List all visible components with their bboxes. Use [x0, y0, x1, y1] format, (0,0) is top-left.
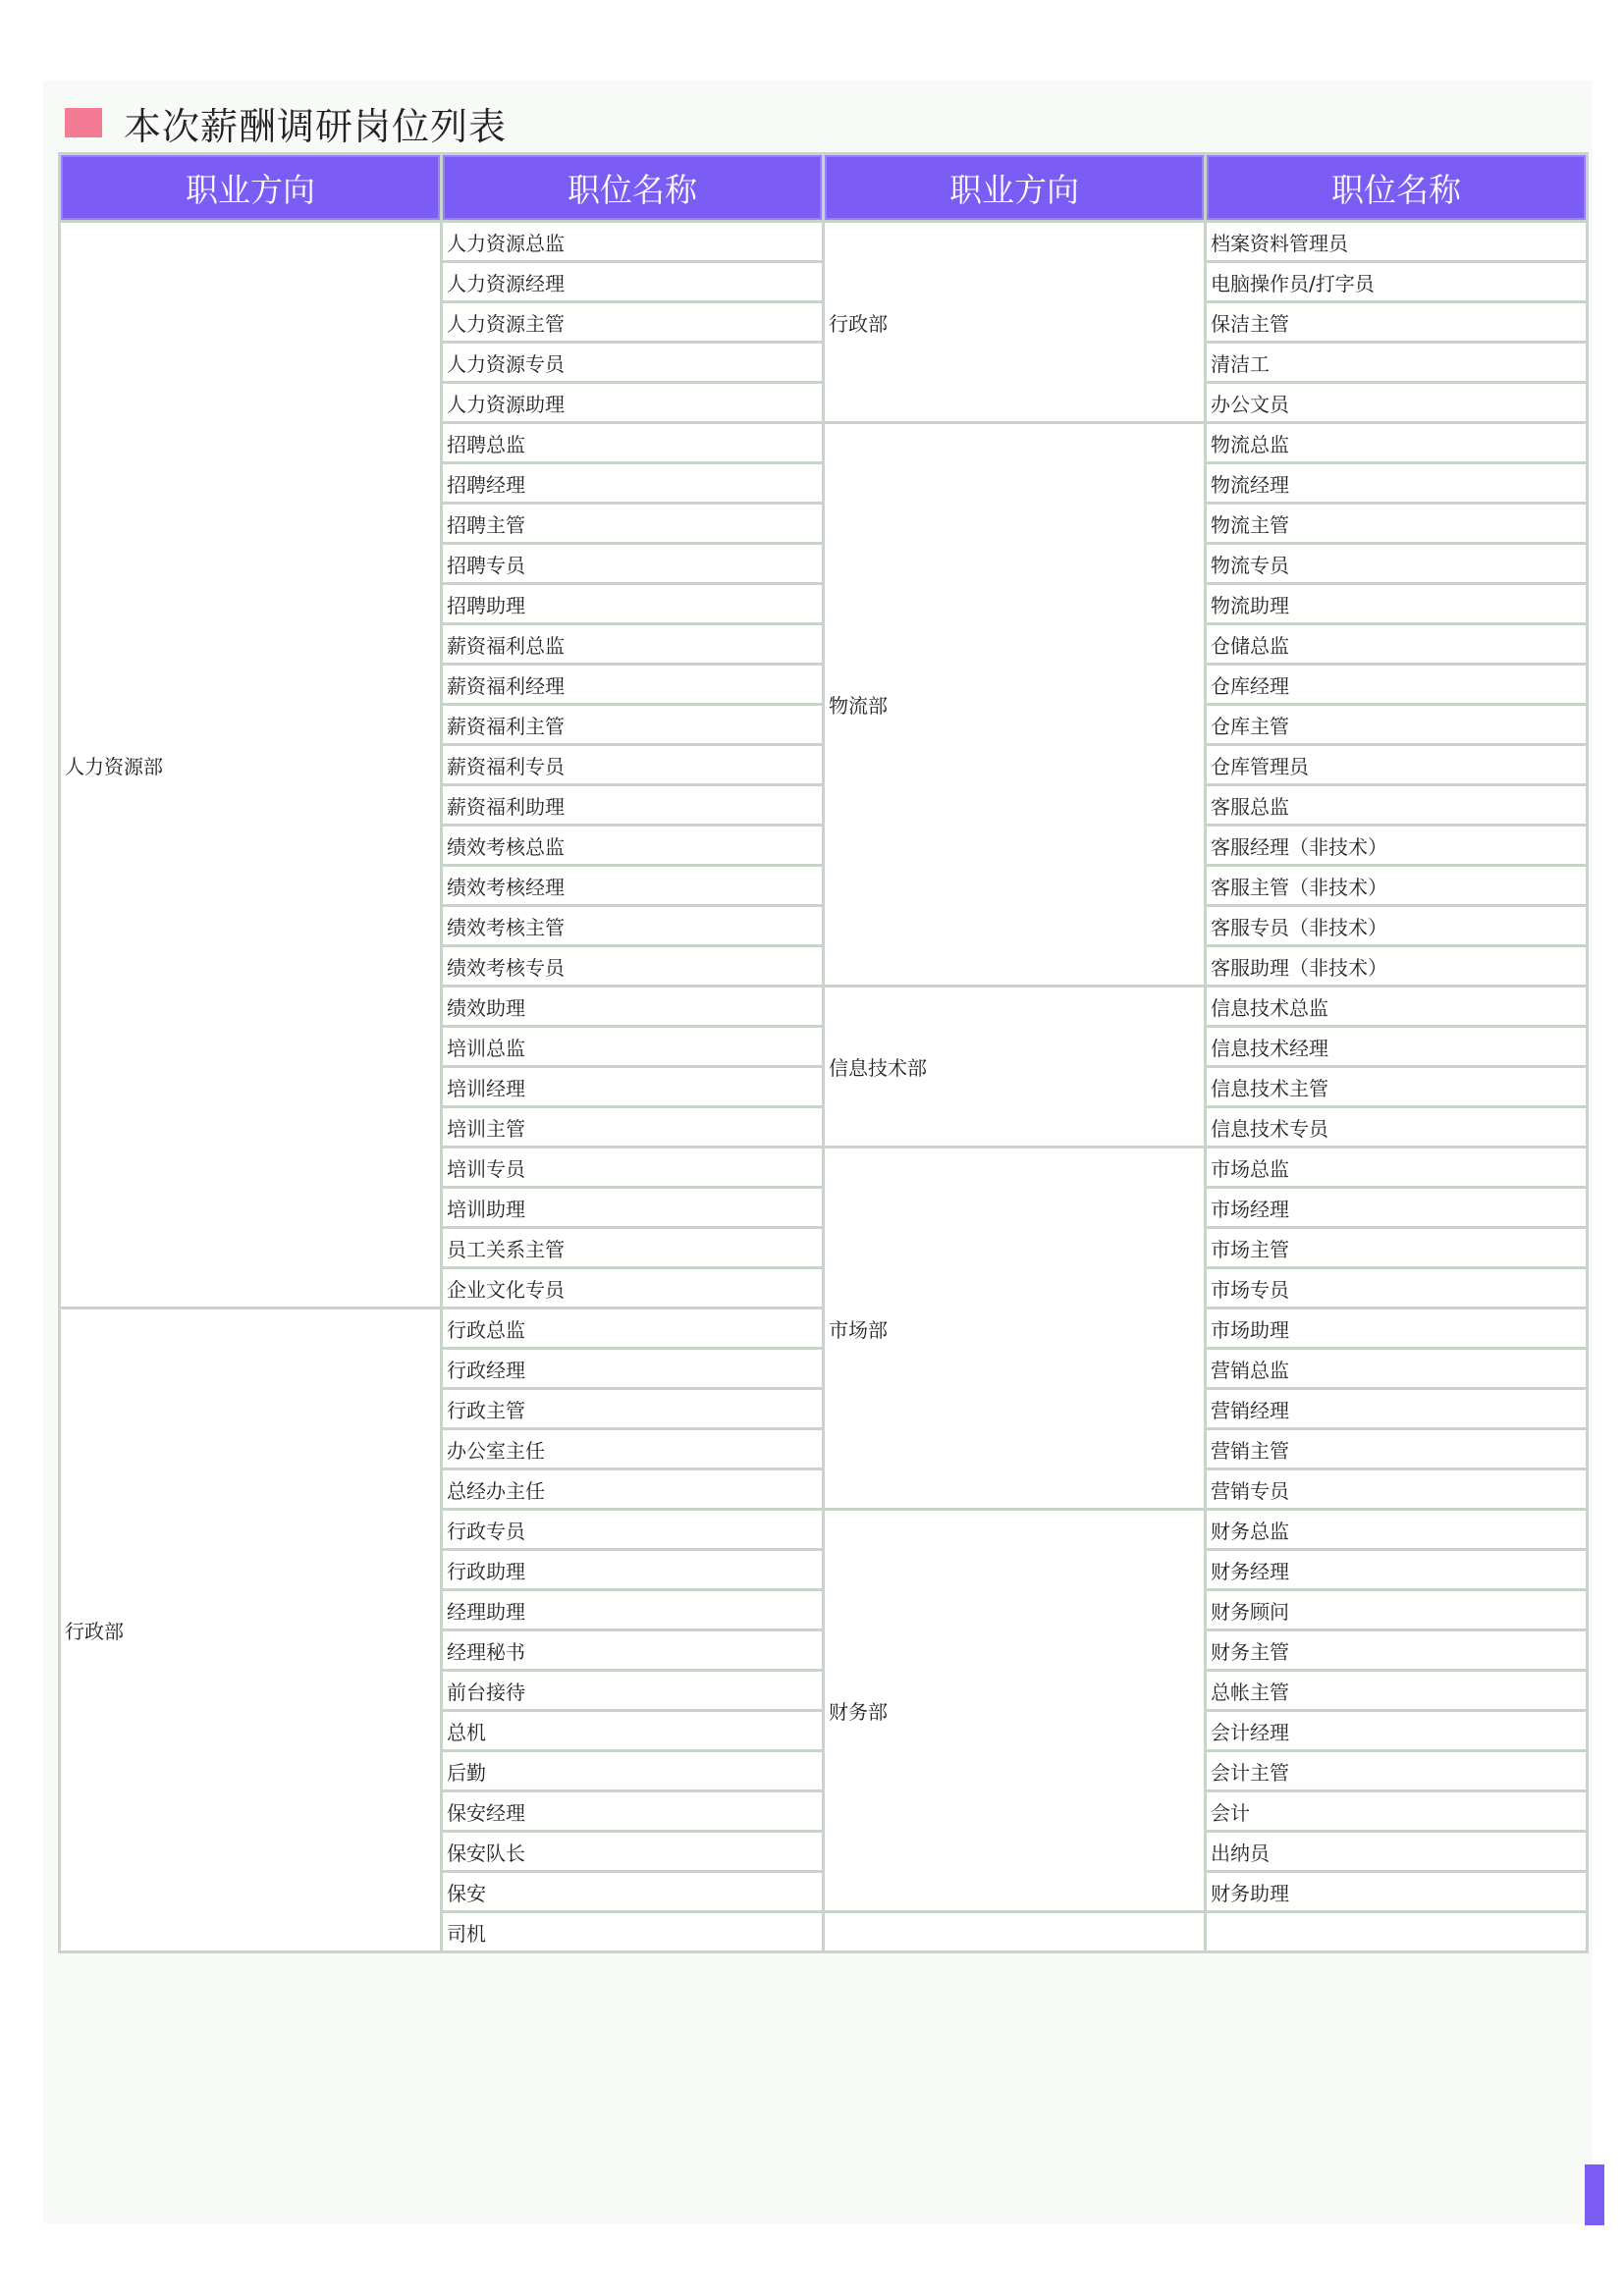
position-cell-left: 绩效考核专员	[442, 946, 824, 987]
position-cell-left: 保安经理	[442, 1791, 824, 1832]
position-cell-left: 行政助理	[442, 1550, 824, 1590]
position-cell-left: 招聘专员	[442, 544, 824, 584]
empty-position-cell-right	[1206, 1912, 1588, 1952]
position-cell-left: 行政专员	[442, 1510, 824, 1550]
position-cell-left: 薪资福利总监	[442, 624, 824, 665]
direction-cell-right: 行政部	[824, 222, 1206, 423]
position-cell-right: 财务主管	[1206, 1630, 1588, 1671]
position-cell-left: 人力资源助理	[442, 383, 824, 423]
position-cell-right: 档案资料管理员	[1206, 222, 1588, 262]
position-cell-right: 出纳员	[1206, 1832, 1588, 1872]
position-cell-left: 绩效考核主管	[442, 906, 824, 946]
position-cell-right: 信息技术总监	[1206, 987, 1588, 1027]
position-cell-left: 培训专员	[442, 1148, 824, 1188]
position-cell-left: 人力资源经理	[442, 262, 824, 302]
position-cell-left: 薪资福利助理	[442, 785, 824, 826]
position-cell-left: 总机	[442, 1711, 824, 1751]
position-cell-left: 招聘经理	[442, 463, 824, 504]
position-cell-left: 薪资福利主管	[442, 705, 824, 745]
position-cell-left: 培训总监	[442, 1027, 824, 1067]
position-cell-left: 后勤	[442, 1751, 824, 1791]
position-cell-right: 物流主管	[1206, 504, 1588, 544]
position-cell-left: 招聘主管	[442, 504, 824, 544]
position-cell-right: 会计主管	[1206, 1751, 1588, 1791]
position-cell-left: 前台接待	[442, 1671, 824, 1711]
header-direction-left: 职业方向	[60, 154, 442, 222]
position-cell-right: 总帐主管	[1206, 1671, 1588, 1711]
position-cell-right: 客服总监	[1206, 785, 1588, 826]
position-cell-left: 绩效考核总监	[442, 826, 824, 866]
position-cell-right: 物流经理	[1206, 463, 1588, 504]
position-cell-right: 保洁主管	[1206, 302, 1588, 343]
position-cell-right: 市场经理	[1206, 1188, 1588, 1228]
position-cell-left: 行政总监	[442, 1308, 824, 1349]
position-cell-right: 营销总监	[1206, 1349, 1588, 1389]
position-cell-right: 客服专员（非技术）	[1206, 906, 1588, 946]
position-cell-right: 财务总监	[1206, 1510, 1588, 1550]
position-cell-left: 保安队长	[442, 1832, 824, 1872]
position-cell-left: 保安	[442, 1872, 824, 1912]
position-cell-left: 绩效考核经理	[442, 866, 824, 906]
position-cell-left: 总经办主任	[442, 1469, 824, 1510]
position-cell-right: 财务经理	[1206, 1550, 1588, 1590]
direction-cell-right: 财务部	[824, 1510, 1206, 1912]
empty-direction-cell-right	[824, 1912, 1206, 1952]
header-row	[60, 154, 1588, 222]
direction-cell-left: 人力资源部	[60, 222, 442, 1308]
position-cell-right: 营销专员	[1206, 1469, 1588, 1510]
position-cell-right: 仓库主管	[1206, 705, 1588, 745]
direction-cell-right: 物流部	[824, 423, 1206, 987]
position-cell-right: 信息技术主管	[1206, 1067, 1588, 1107]
position-cell-right: 仓库经理	[1206, 665, 1588, 705]
position-cell-left: 人力资源总监	[442, 222, 824, 262]
direction-cell-right: 信息技术部	[824, 987, 1206, 1148]
position-cell-left: 员工关系主管	[442, 1228, 824, 1268]
position-cell-right: 会计经理	[1206, 1711, 1588, 1751]
position-cell-left: 人力资源主管	[442, 302, 824, 343]
table-row	[60, 222, 1588, 262]
position-cell-right: 市场总监	[1206, 1148, 1588, 1188]
position-cell-right: 市场专员	[1206, 1268, 1588, 1308]
position-cell-right: 信息技术经理	[1206, 1027, 1588, 1067]
position-cell-left: 培训助理	[442, 1188, 824, 1228]
table-body	[60, 222, 1588, 1952]
position-cell-right: 营销经理	[1206, 1389, 1588, 1429]
position-cell-left: 经理秘书	[442, 1630, 824, 1671]
position-cell-right: 仓储总监	[1206, 624, 1588, 665]
header-position-right: 职位名称	[1206, 154, 1588, 222]
position-cell-right: 客服经理（非技术）	[1206, 826, 1588, 866]
position-cell-right: 财务顾问	[1206, 1590, 1588, 1630]
page-title: 本次薪酬调研岗位列表	[124, 104, 508, 148]
position-cell-left: 招聘总监	[442, 423, 824, 463]
position-cell-right: 客服主管（非技术）	[1206, 866, 1588, 906]
position-cell-left: 司机	[442, 1912, 824, 1952]
position-cell-right: 营销主管	[1206, 1429, 1588, 1469]
position-cell-left: 薪资福利经理	[442, 665, 824, 705]
position-cell-right: 会计	[1206, 1791, 1588, 1832]
direction-cell-left: 行政部	[60, 1308, 442, 1952]
position-cell-left: 人力资源专员	[442, 343, 824, 383]
position-cell-left: 培训主管	[442, 1107, 824, 1148]
position-cell-left: 培训经理	[442, 1067, 824, 1107]
header-position-left: 职位名称	[442, 154, 824, 222]
position-cell-right: 财务助理	[1206, 1872, 1588, 1912]
position-cell-left: 企业文化专员	[442, 1268, 824, 1308]
position-cell-right: 物流总监	[1206, 423, 1588, 463]
position-cell-left: 行政经理	[442, 1349, 824, 1389]
page-corner-tab	[1585, 2164, 1604, 2225]
header-direction-right: 职业方向	[824, 154, 1206, 222]
position-cell-right: 物流助理	[1206, 584, 1588, 624]
position-cell-left: 薪资福利专员	[442, 745, 824, 785]
title-marker-icon	[65, 108, 102, 137]
position-cell-right: 清洁工	[1206, 343, 1588, 383]
position-cell-left: 绩效助理	[442, 987, 824, 1027]
position-cell-left: 办公室主任	[442, 1429, 824, 1469]
position-cell-right: 办公文员	[1206, 383, 1588, 423]
position-cell-right: 信息技术专员	[1206, 1107, 1588, 1148]
position-cell-right: 客服助理（非技术）	[1206, 946, 1588, 987]
title-row	[65, 98, 507, 147]
position-cell-right: 物流专员	[1206, 544, 1588, 584]
position-cell-right: 电脑操作员/打字员	[1206, 262, 1588, 302]
position-cell-left: 招聘助理	[442, 584, 824, 624]
position-table	[58, 152, 1589, 1953]
position-cell-right: 仓库管理员	[1206, 745, 1588, 785]
direction-cell-right: 市场部	[824, 1148, 1206, 1510]
position-cell-right: 市场助理	[1206, 1308, 1588, 1349]
position-cell-right: 市场主管	[1206, 1228, 1588, 1268]
position-cell-left: 行政主管	[442, 1389, 824, 1429]
position-cell-left: 经理助理	[442, 1590, 824, 1630]
